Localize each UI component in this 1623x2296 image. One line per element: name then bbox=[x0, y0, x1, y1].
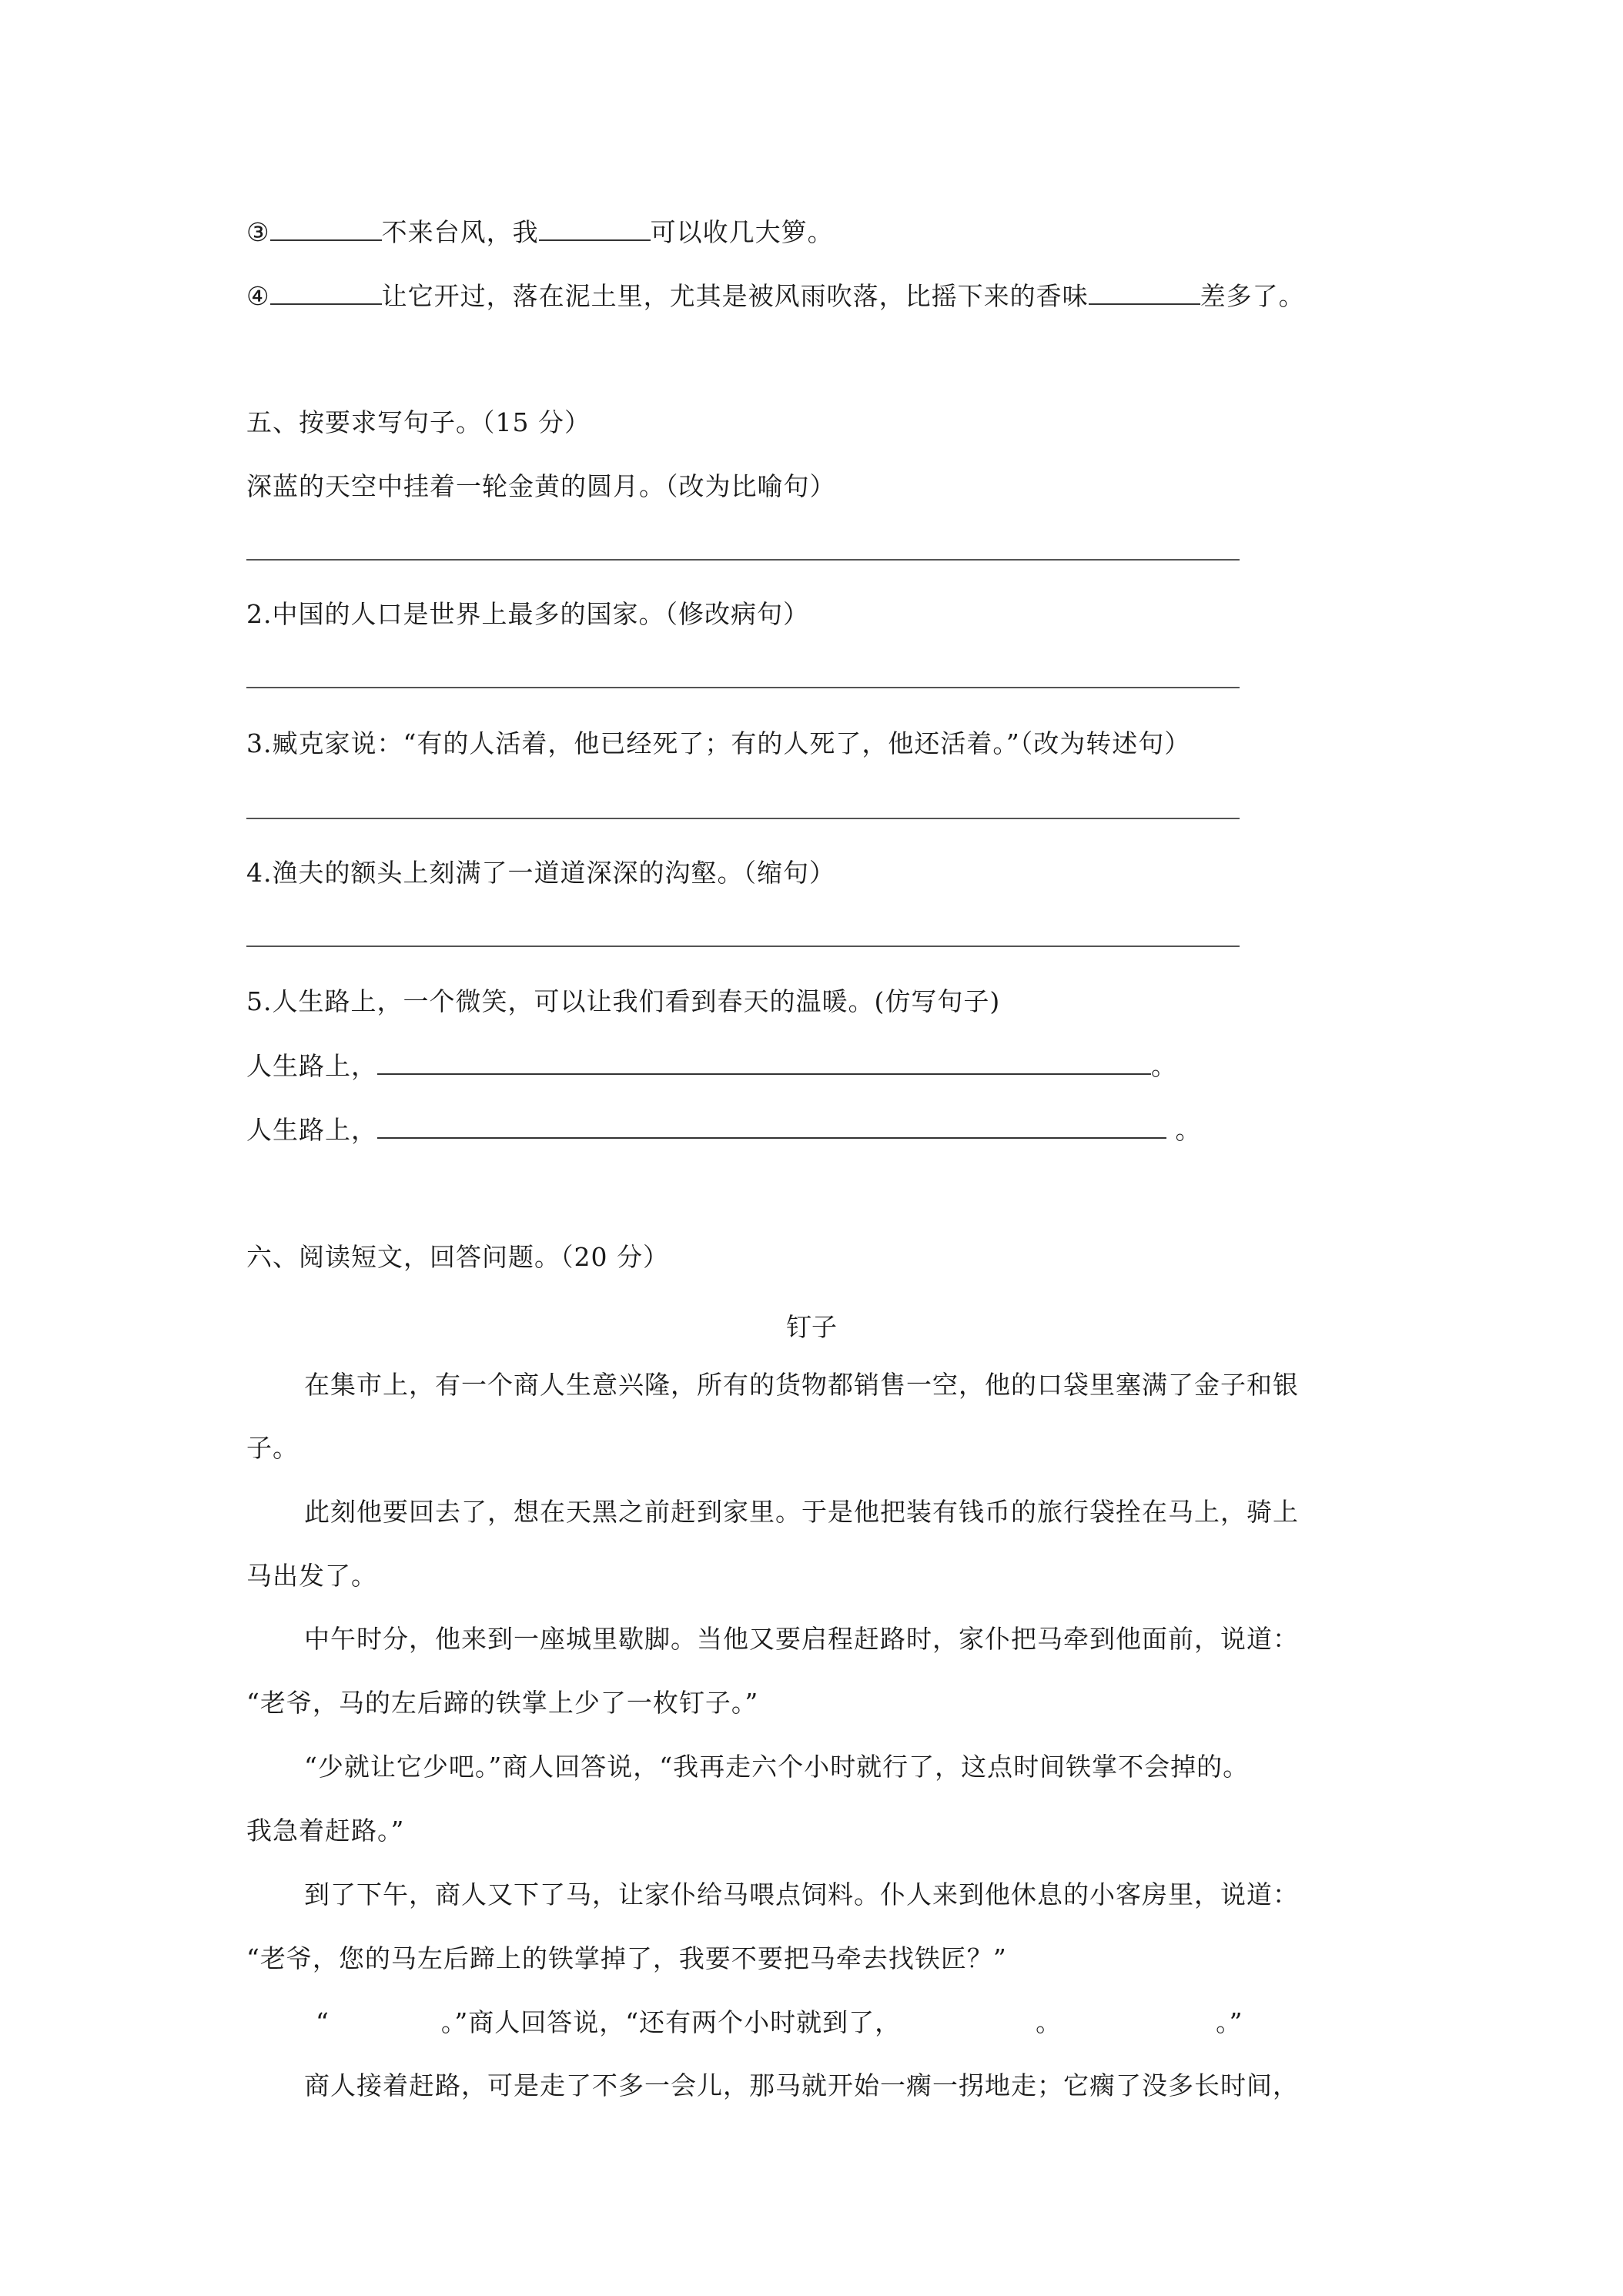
fill-in-item-3 bbox=[246, 218, 834, 245]
paragraph-5-line-1: 到了下午，商人又下了马，让家仆给马喂点饲料。仆人来到他休息的小客房里，说道： bbox=[304, 1879, 1299, 1909]
paragraph-5-line-2: “老爷，您的马左后蹄上的铁掌掉了，我要不要把马牵去找铁匠？” bbox=[246, 1943, 1007, 1973]
item-number: ③ bbox=[246, 217, 270, 247]
line-prefix: 人生路上， bbox=[246, 1115, 377, 1145]
answer-blank[interactable] bbox=[377, 1052, 1151, 1075]
item-text: 可以收几大箩。 bbox=[650, 217, 834, 247]
item-text: 差多了。 bbox=[1200, 281, 1305, 311]
answer-blank[interactable] bbox=[270, 218, 382, 241]
paragraph-1-line-1: 在集市上，有一个商人生意兴隆，所有的货物都销售一空，他的口袋里塞满了金子和银 bbox=[304, 1370, 1299, 1400]
paragraph-3-line-1: 中午时分，他来到一座城里歇脚。当他又要启程赶路时，家仆把马牵到他面前，说道： bbox=[304, 1624, 1299, 1654]
question-2: 2.中国的人口是世界上最多的国家。（修改病句） bbox=[246, 599, 809, 629]
section-5-heading: 五、按要求写句子。（15 分） bbox=[246, 407, 591, 437]
dialogue-text: 。” bbox=[1216, 2007, 1243, 2037]
answer-blank[interactable] bbox=[1089, 282, 1200, 305]
paragraph-2-line-1: 此刻他要回去了，想在天黑之前赶到家里。于是他把装有钱币的旅行袋拴在马上，骑上 bbox=[304, 1497, 1299, 1527]
item-number: ④ bbox=[246, 281, 270, 311]
paragraph-4-line-1: “少就让它少吧。”商人回答说，“我再走六个小时就行了，这点时间铁掌不会掉的。 bbox=[304, 1752, 1250, 1782]
paragraph-6-fill-line bbox=[316, 2007, 1243, 2037]
dialogue-text: 。 bbox=[1036, 2007, 1062, 2037]
line-end: 。 bbox=[1151, 1051, 1177, 1081]
answer-line-1[interactable] bbox=[246, 559, 1240, 561]
paragraph-7-line-1: 商人接着赶路，可是走了不多一会儿，那马就开始一瘸一拐地走；它瘸了没多长时间， bbox=[304, 2070, 1299, 2100]
passage-title: 钉子 bbox=[786, 1312, 837, 1342]
answer-blank[interactable] bbox=[377, 1116, 1166, 1139]
answer-line-2[interactable] bbox=[246, 687, 1240, 688]
answer-blank[interactable] bbox=[270, 282, 382, 305]
quote-open: “ bbox=[316, 2007, 330, 2037]
paragraph-2-line-2: 马出发了。 bbox=[246, 1561, 377, 1591]
dialogue-text: 。”商人回答说，“还有两个小时就到了， bbox=[440, 2007, 902, 2037]
section-6-heading: 六、阅读短文，回答问题。（20 分） bbox=[246, 1242, 669, 1272]
question-4: 4.渔夫的额头上刻满了一道道深深的沟壑。（缩句） bbox=[246, 858, 835, 888]
item-text: 不来台风，我 bbox=[381, 217, 539, 247]
fill-in-item-4 bbox=[246, 282, 1305, 309]
paragraph-1-line-2: 子。 bbox=[246, 1433, 299, 1463]
line-end: 。 bbox=[1166, 1115, 1202, 1145]
question-3: 3.臧克家说：“有的人活着，他已经死了；有的人死了，他还活着。”（改为转述句） bbox=[246, 728, 1191, 758]
answer-line-3[interactable] bbox=[246, 818, 1240, 819]
line-prefix: 人生路上， bbox=[246, 1051, 377, 1081]
paragraph-3-line-2: “老爷，马的左后蹄的铁掌上少了一枚钉子。” bbox=[246, 1688, 759, 1718]
question-1: 深蓝的天空中挂着一轮金黄的圆月。（改为比喻句） bbox=[246, 471, 836, 501]
imitation-line-2 bbox=[246, 1116, 1202, 1143]
answer-blank[interactable] bbox=[539, 218, 651, 241]
item-text: 让它开过，落在泥土里，尤其是被风雨吹落，比摇下来的香味 bbox=[381, 281, 1089, 311]
paragraph-4-line-2: 我急着赶路。” bbox=[246, 1816, 405, 1846]
answer-line-4[interactable] bbox=[246, 946, 1240, 947]
imitation-line-1 bbox=[246, 1052, 1177, 1079]
question-5: 5.人生路上，一个微笑，可以让我们看到春天的温暖。(仿写句子) bbox=[246, 986, 1001, 1016]
